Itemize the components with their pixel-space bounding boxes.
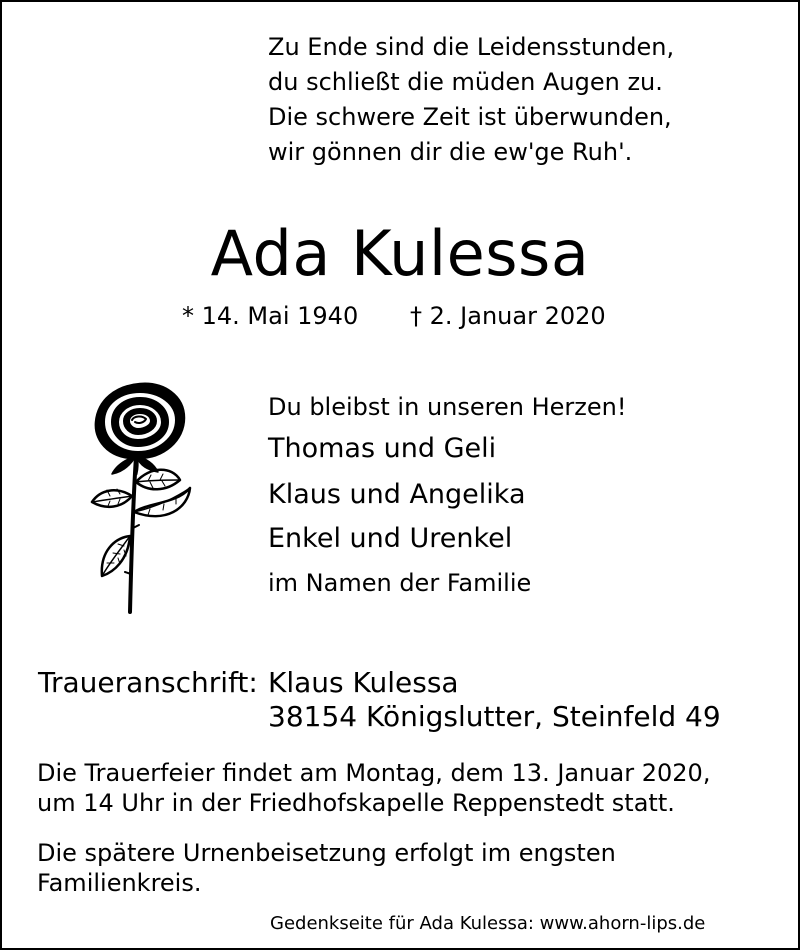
birth-date: * 14. Mai 1940	[182, 302, 359, 330]
service-line: Die Trauerfeier findet am Montag, dem 13. Januar 2020,	[37, 759, 711, 787]
funeral-service-notice	[37, 758, 710, 818]
mourners-intro: Du bleibst in unseren Herzen!	[268, 393, 627, 421]
memorial-page-link[interactable]: Gedenkseite für Ada Kulessa: www.ahorn-lips.de	[270, 913, 706, 934]
service-line: um 14 Uhr in der Friedhofskapelle Reppenstedt statt.	[37, 789, 675, 817]
mourning-address-name: Klaus Kulessa	[268, 666, 459, 699]
mourning-address-label: Traueranschrift:	[38, 666, 258, 699]
on-behalf-of-family: im Namen der Familie	[268, 569, 532, 597]
urn-burial-notice	[37, 838, 616, 898]
mourner-name: Klaus und Angelika	[268, 479, 526, 510]
death-date: † 2. Januar 2020	[410, 302, 606, 330]
poem-line: Die schwere Zeit ist überwunden,	[268, 103, 672, 131]
mourning-address-street: 38154 Königslutter, Steinfeld 49	[268, 700, 721, 733]
poem	[268, 30, 674, 170]
rose-icon	[80, 378, 200, 614]
burial-line: Die spätere Urnenbeisetzung erfolgt im engsten	[37, 839, 616, 867]
poem-line: Zu Ende sind die Leidensstunden,	[268, 33, 675, 61]
poem-line: wir gönnen dir die ew'ge Ruh'.	[268, 138, 633, 166]
poem-line: du schließt die müden Augen zu.	[268, 68, 663, 96]
burial-line: Familienkreis.	[37, 869, 202, 897]
deceased-name: Ada Kulessa	[210, 217, 590, 290]
mourner-name: Thomas und Geli	[268, 433, 497, 464]
mourner-name: Enkel und Urenkel	[268, 523, 513, 554]
